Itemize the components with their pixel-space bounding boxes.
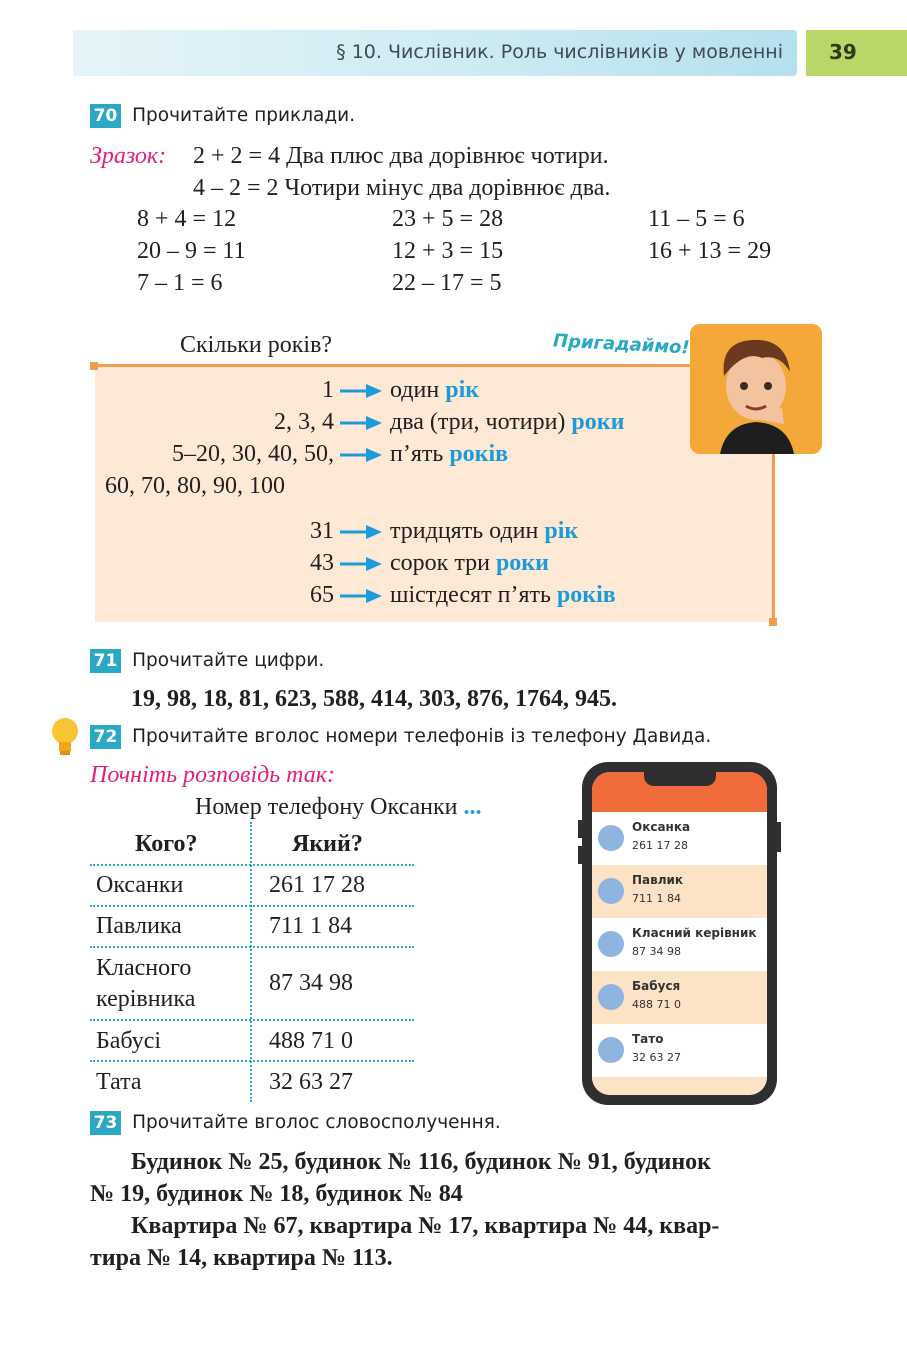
phone-side-button <box>776 822 781 852</box>
row-word: років <box>449 441 509 467</box>
corner-dot <box>769 618 777 626</box>
arrow-icon <box>340 588 382 604</box>
phone-notch <box>644 772 716 786</box>
contact-number: 488 71 0 <box>632 998 681 1011</box>
row-word: років <box>556 582 616 608</box>
table-cell: Оксанки <box>96 872 184 898</box>
table-cell: Класного <box>96 955 192 981</box>
contact-item <box>592 918 767 971</box>
phone-screen <box>592 772 767 1095</box>
contact-name: Класний керівник <box>632 926 757 940</box>
exercise-71-heading <box>90 649 324 673</box>
exercise-70-heading <box>90 104 355 128</box>
contact-item <box>592 971 767 1024</box>
sample-label: Зразок: <box>90 143 167 169</box>
arrow-icon <box>340 383 382 399</box>
avatar-icon <box>598 984 624 1010</box>
contact-item <box>592 865 767 918</box>
example: 16 + 13 = 29 <box>648 238 772 264</box>
contact-number: 32 63 27 <box>632 1051 681 1064</box>
table-cell: Павлика <box>96 913 182 939</box>
remember-extra-line: 60, 70, 80, 90, 100 <box>105 473 285 499</box>
boy-illustration <box>690 324 822 454</box>
contact-item <box>592 1024 767 1077</box>
row-number: 31 <box>310 518 334 544</box>
row-text: сорок три <box>390 550 496 576</box>
table-cell: 711 1 84 <box>269 913 353 939</box>
column-header: Який? <box>292 831 363 857</box>
example: 22 – 17 = 5 <box>392 270 502 296</box>
contact-name: Оксанка <box>632 820 691 834</box>
table-cell: керівника <box>96 986 196 1012</box>
contact-name: Павлик <box>632 873 684 887</box>
exercise-number: 72 <box>90 725 121 749</box>
phone-side-button <box>578 846 583 864</box>
text-line: № 19, будинок № 18, будинок № 84 <box>90 1181 463 1207</box>
example: 7 – 1 = 6 <box>137 270 223 296</box>
row-text: два (три, чотири) <box>390 409 572 435</box>
example: 8 + 4 = 12 <box>137 206 237 232</box>
example: 20 – 9 = 11 <box>137 238 246 264</box>
example: 12 + 3 = 15 <box>392 238 504 264</box>
row-text: один <box>390 377 446 403</box>
row-text: шістдесят п’ять <box>390 582 557 608</box>
phone-bottom-strip <box>592 1077 767 1095</box>
row-word: роки <box>571 409 625 435</box>
digits-line: 19, 98, 18, 81, 623, 588, 414, 303, 876, 1764, 945. <box>131 686 617 712</box>
text-line: тира № 14, квартира № 113. <box>90 1245 393 1271</box>
contact-name: Тато <box>632 1032 664 1046</box>
contact-number: 87 34 98 <box>632 945 681 958</box>
row-text: тридцять один <box>390 518 545 544</box>
row-number: 1 <box>322 377 334 403</box>
arrow-icon <box>340 524 382 540</box>
row-divider <box>90 1019 414 1021</box>
sample-line: 4 – 2 = 2 Чотири мінус два дорівнює два. <box>193 175 611 201</box>
column-header: Кого? <box>135 831 198 857</box>
exercise-number: 70 <box>90 104 121 128</box>
phone-side-button <box>578 820 583 838</box>
exercise-73-heading <box>90 1111 501 1135</box>
start-dots: ... <box>463 794 482 820</box>
lightbulb-icon <box>48 716 82 758</box>
example: 11 – 5 = 6 <box>648 206 745 232</box>
phone-illustration <box>582 762 777 1105</box>
avatar-icon <box>598 878 624 904</box>
table-cell: Бабусі <box>96 1028 162 1054</box>
page-number-box <box>806 30 907 76</box>
table-cell: Тата <box>96 1069 142 1095</box>
row-word: рік <box>544 518 579 544</box>
text-line: Квартира № 67, квартира № 17, квартира № 44, квар- <box>131 1213 720 1239</box>
exercise-task: Прочитайте вголос словосполучення. <box>132 1112 501 1133</box>
table-cell: 87 34 98 <box>269 970 353 996</box>
start-phrase: Номер телефону Оксанки <box>195 794 464 820</box>
contact-item <box>592 812 767 865</box>
row-number: 5–20, 30, 40, 50, <box>172 441 334 467</box>
arrow-icon <box>340 556 382 572</box>
table-cell: 488 71 0 <box>269 1028 353 1054</box>
row-word: рік <box>445 377 480 403</box>
remember-title: Скільки років? <box>180 332 333 358</box>
arrow-icon <box>340 415 382 431</box>
example: 23 + 5 = 28 <box>392 206 504 232</box>
row-divider <box>90 905 414 907</box>
exercise-task: Прочитайте цифри. <box>132 650 325 671</box>
row-number: 2, 3, 4 <box>274 409 334 435</box>
avatar-icon <box>598 825 624 851</box>
exercise-72-heading <box>90 725 711 749</box>
avatar-icon <box>598 931 624 957</box>
section-title: § 10. Числівник. Роль числівників у мовленні <box>336 41 783 63</box>
row-divider <box>90 946 414 948</box>
exercise-number: 73 <box>90 1111 121 1135</box>
row-number: 65 <box>310 582 334 608</box>
divider <box>95 364 690 367</box>
row-divider <box>90 1060 414 1062</box>
row-text: п’ять <box>390 441 450 467</box>
row-divider <box>90 864 414 866</box>
remember-tag: Пригадаймо! <box>552 330 691 359</box>
table-cell: 261 17 28 <box>269 872 365 898</box>
running-header <box>73 30 797 76</box>
sample-line: 2 + 2 = 4 Два плюс два дорівнює чотири. <box>193 143 609 169</box>
row-word: роки <box>495 550 549 576</box>
text-line: Будинок № 25, будинок № 116, будинок № 91, будинок <box>131 1149 712 1175</box>
exercise-number: 71 <box>90 649 121 673</box>
contact-number: 711 1 84 <box>632 892 681 905</box>
page-number: 39 <box>829 40 857 64</box>
corner-dot <box>90 362 98 370</box>
avatar-icon <box>598 1037 624 1063</box>
row-number: 43 <box>310 550 334 576</box>
contact-name: Бабуся <box>632 979 681 993</box>
start-label: Почніть розповідь так: <box>90 762 336 788</box>
table-cell: 32 63 27 <box>269 1069 353 1095</box>
contact-number: 261 17 28 <box>632 839 688 852</box>
divider <box>772 450 775 624</box>
arrow-icon <box>340 447 382 463</box>
exercise-task: Прочитайте приклади. <box>132 105 356 126</box>
start-text <box>195 794 482 821</box>
exercise-task: Прочитайте вголос номери телефонів із телефону Давида. <box>132 726 712 747</box>
